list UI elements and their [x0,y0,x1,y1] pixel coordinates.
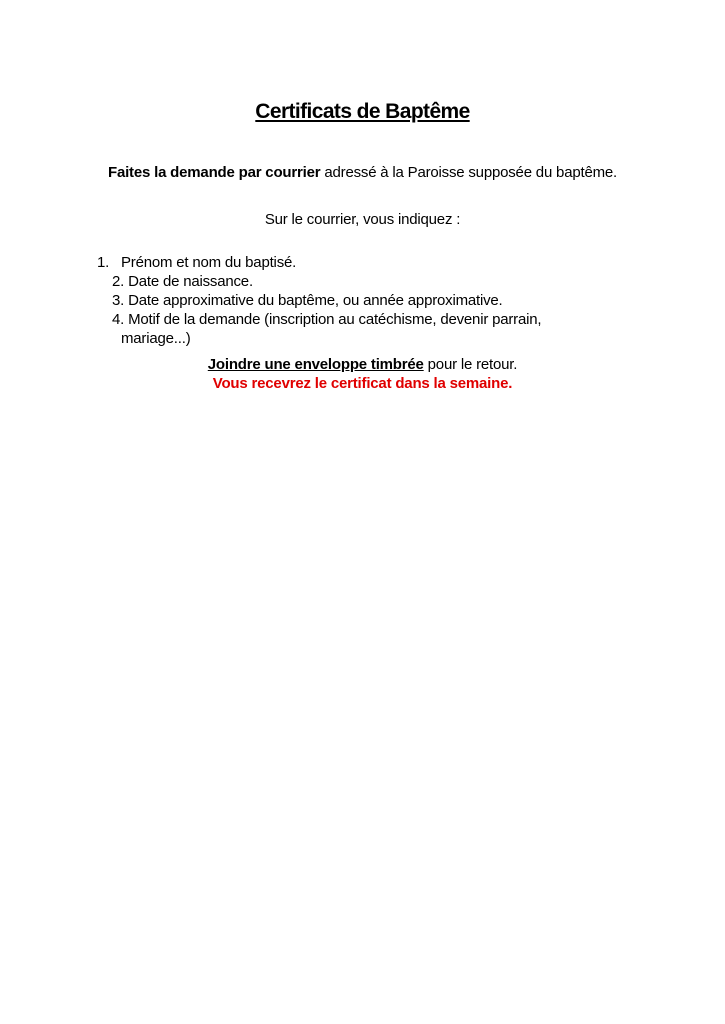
page-title: Certificats de Baptême [255,100,470,123]
envelope-instruction [0,355,725,374]
list-item-number: 2. [112,273,125,290]
intro-rest-text: adressé à la Paroisse supposée du baptême. [320,164,617,181]
list-item-continuation [97,329,617,348]
requirements-list [97,253,617,348]
list-item-number: 1. [97,254,110,271]
instructions-subhead: Sur le courrier, vous indiquez : [264,211,461,228]
intro-bold-text: Faites la demande par courrier [107,164,321,181]
envelope-underlined-text: Joindre une enveloppe timbrée [207,356,424,373]
list-item-number: 4. [112,311,125,328]
list-item [97,253,617,272]
list-item-text: Motif de la demande (inscription au catéchisme, devenir parrain, [128,311,542,328]
list-item-text: Prénom et nom du baptisé. [121,254,297,271]
list-item [97,291,617,310]
list-item-number: 3. [112,292,125,309]
list-item-text: mariage...) [121,330,191,347]
list-item [97,272,617,291]
list-item-text: Date approximative du baptême, ou année approximative. [128,292,503,309]
envelope-rest-text: pour le retour. [423,356,518,373]
list-item [97,310,617,329]
intro-paragraph [0,163,725,183]
delivery-notice: Vous recevrez le certificat dans la semaine. [212,375,513,392]
list-item-text: Date de naissance. [128,273,253,290]
